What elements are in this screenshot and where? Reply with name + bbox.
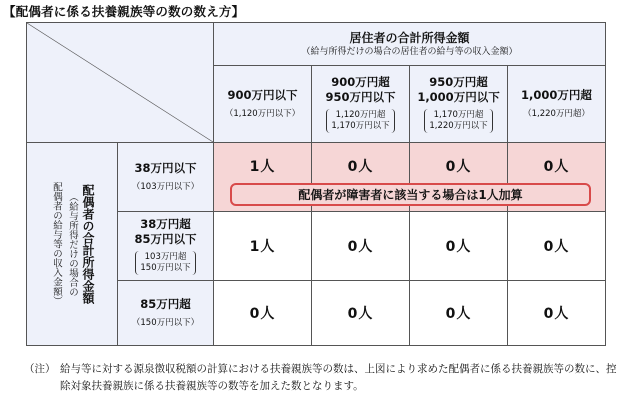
corner-diagonal-cell [27, 23, 214, 143]
column-2-paren-range: 1,120万円超 1,170万円以下 [326, 109, 394, 133]
column-header-3: 950万円超 1,000万円以下 1,170万円超 1,220万円以下 [410, 66, 508, 143]
footnote-label: （注） [24, 363, 56, 375]
row-header-1: 38万円以下 （103万円以下） [118, 143, 214, 212]
value-cell: 0人 [312, 281, 410, 346]
value-cell: 0人 [508, 143, 606, 212]
diagonal-line [27, 23, 213, 142]
value-cell: 1人 [214, 143, 312, 212]
spouse-income-header [27, 143, 118, 346]
value-cell: 0人 [508, 281, 606, 346]
row-header-3: 85万円超 （150万円以下） [118, 281, 214, 346]
value-cell: 0人 [410, 212, 508, 281]
value-cell: 1人 [214, 212, 312, 281]
spouse-income-subtitle-1: （給与所得だけの場合の [67, 191, 78, 297]
column-header-2: 900万円超 950万円以下 1,120万円超 1,170万円以下 [312, 66, 410, 143]
column-header-4: 1,000万円超 （1,220万円超） [508, 66, 606, 143]
footnote [24, 361, 618, 395]
footnote-text: 給与等に対する源泉徴収税額の計算における扶養親族等の数は、上図により求めた配偶者に係る扶養親族等の数に、控除対象扶養親族に係る扶養親族等の数等を加えた数となります。 [60, 363, 617, 392]
resident-income-title: 居住者の合計所得金額 [349, 30, 470, 45]
resident-income-subtitle: （給与所得だけの場合の居住者の給与等の収入金額） [301, 46, 518, 57]
page-title: 【配偶者に係る扶養親族等の数の数え方】 [3, 4, 245, 19]
column-header-1: 900万円以下 （1,120万円以下） [214, 66, 312, 143]
value-cell: 0人 [312, 143, 410, 212]
column-3-paren-range: 1,170万円超 1,220万円以下 [424, 109, 492, 133]
value-cell: 0人 [214, 281, 312, 346]
value-cell: 0人 [410, 143, 508, 212]
value-cell: 0人 [508, 212, 606, 281]
disability-addition-banner: 配偶者が障害者に該当する場合は1人加算 [230, 183, 591, 206]
spouse-income-subtitle-2: 配偶者の給与等の収入金額） [51, 182, 62, 306]
row-2-paren-range: 103万円超 150万円以下 [135, 251, 195, 275]
spouse-income-title: 配偶者の合計所得金額 [81, 184, 95, 304]
value-cell: 0人 [410, 281, 508, 346]
value-cell: 0人 [312, 212, 410, 281]
row-header-2: 38万円超 85万円以下 103万円超 150万円以下 [118, 212, 214, 281]
resident-income-header [214, 23, 606, 66]
